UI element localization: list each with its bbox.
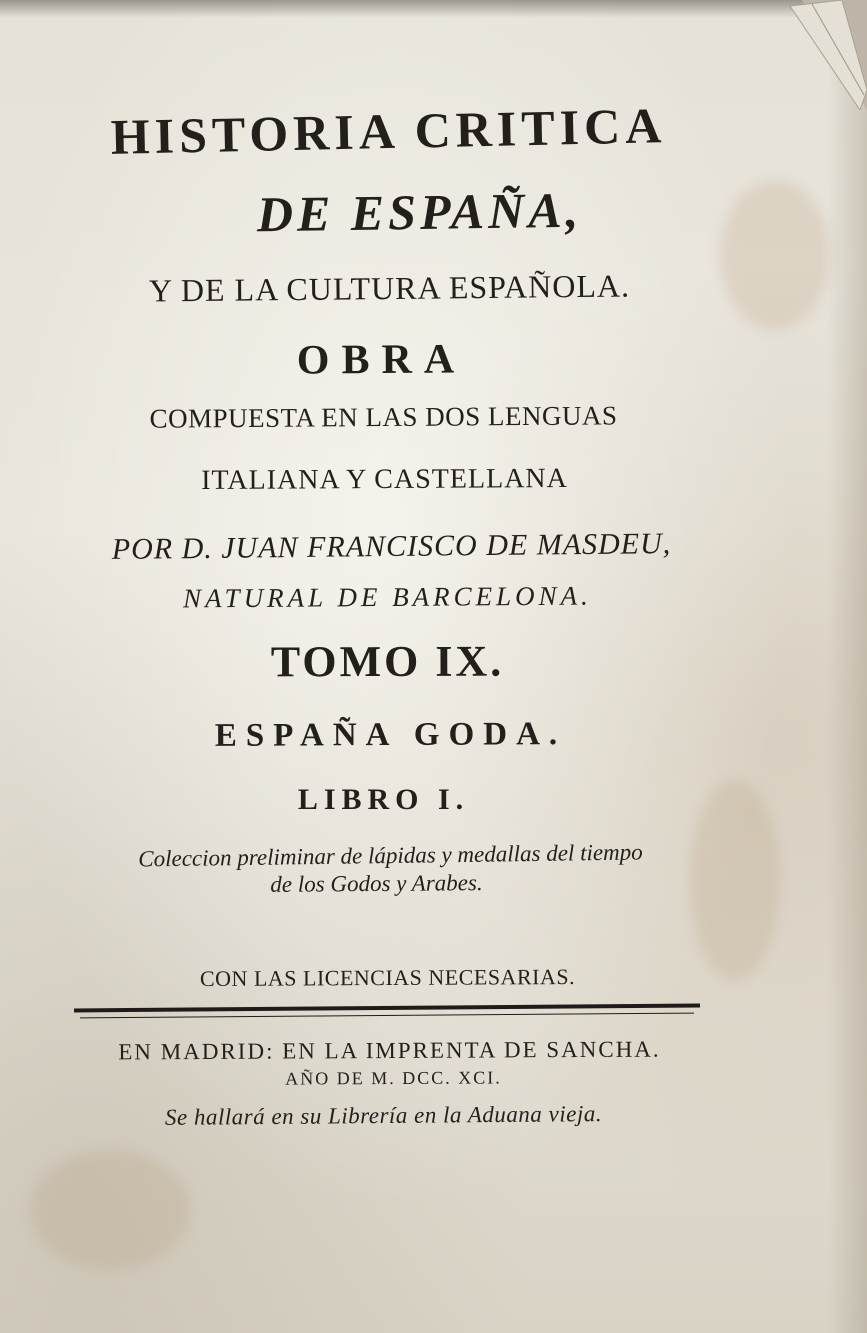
volume-heading: TOMO IX. bbox=[270, 636, 505, 687]
book-heading: LIBRO I. bbox=[297, 783, 470, 816]
origin-line: NATURAL DE BARCELONA. bbox=[183, 580, 592, 614]
description-line-1: Coleccion preliminar de lápidas y medallas del tiempo bbox=[138, 839, 643, 872]
title-line-2: DE ESPAÑA, bbox=[256, 181, 583, 243]
licenses-line: CON LAS LICENCIAS NECESARIAS. bbox=[199, 964, 576, 991]
title-line-1: HISTORIA CRITICA bbox=[110, 97, 667, 165]
sales-note: Se hallará en su Librería en la Aduana vieja. bbox=[164, 1101, 603, 1130]
section-heading: ESPAÑA GODA. bbox=[214, 716, 567, 754]
obra-heading: OBRA bbox=[296, 336, 467, 384]
foxing-stain bbox=[30, 1150, 190, 1270]
title-line-3: Y DE LA CULTURA ESPAÑOLA. bbox=[148, 267, 631, 309]
composed-line-2: ITALIANA Y CASTELLANA bbox=[201, 463, 568, 496]
imprint-place: EN MADRID: EN LA IMPRENTA DE SANCHA. bbox=[118, 1036, 661, 1065]
divider-rule-thin bbox=[80, 1013, 694, 1019]
composed-line-1: COMPUESTA EN LAS DOS LENGUAS bbox=[149, 400, 618, 434]
author-line: POR D. JUAN FRANCISCO DE MASDEU, bbox=[111, 527, 672, 566]
divider-rule-thick bbox=[74, 1004, 700, 1013]
imprint-year: AÑO DE M. DCC. XCI. bbox=[285, 1067, 502, 1089]
page-top-shadow bbox=[0, 0, 867, 18]
description-line-2: de los Godos y Arabes. bbox=[270, 870, 483, 897]
